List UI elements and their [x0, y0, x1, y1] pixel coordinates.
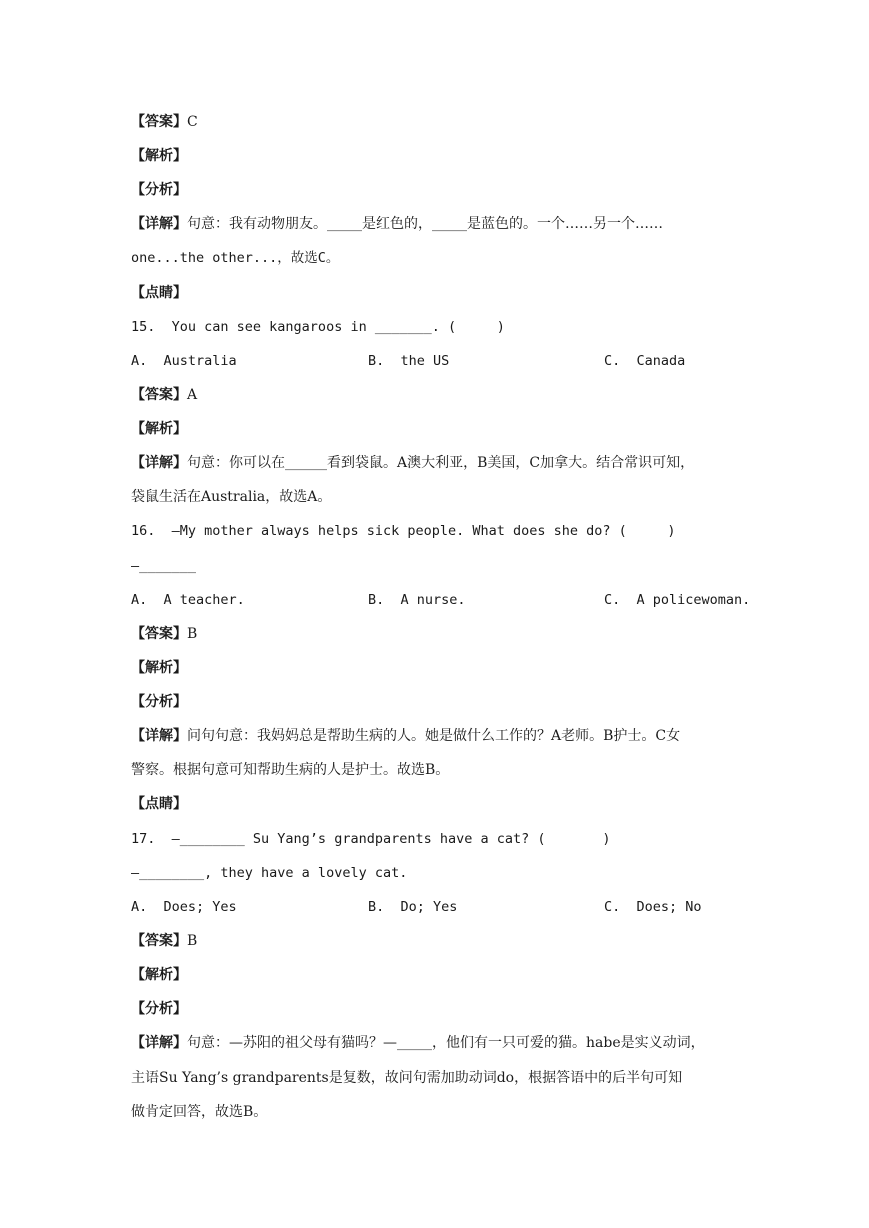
fenxi-tag: 【分析】	[131, 182, 187, 198]
detail-text-continued: 主语Su Yang’s grandparents是复数，故问句需加助动词do，根据答语中的后半句可知	[131, 1070, 683, 1086]
question-15-stem: 15. You can see kangaroos in _______. ( )	[131, 319, 505, 335]
detail-line	[131, 726, 680, 746]
answer-line	[131, 624, 197, 644]
fenxi-tag: 【分析】	[131, 1001, 187, 1017]
analysis-tag: 【解析】	[131, 421, 187, 437]
detail-line	[131, 1033, 705, 1053]
question-16-reply-blank: —_______	[131, 558, 197, 574]
analysis-tag: 【解析】	[131, 148, 187, 164]
detail-tag: 【详解】	[131, 1035, 187, 1051]
question-17-stem: 17. —________ Su Yang’s grandparents have a cat? ( )	[131, 831, 611, 847]
detail-text-continued: 警察。根据句意可知帮助生病的人是护士。故选B。	[131, 762, 450, 778]
detail-text: 句意：—苏阳的祖父母有猫吗？—_____，他们有一只可爱的猫。habe是实义动词，	[187, 1035, 705, 1051]
comment-tag: 【点睛】	[131, 285, 187, 301]
answer-tag: 【答案】	[131, 387, 187, 403]
question-16-option-c: C. A policewoman.	[604, 592, 751, 608]
question-17-option-c: C. Does; No	[604, 899, 702, 915]
detail-line	[131, 453, 694, 473]
question-16-stem: 16. —My mother always helps sick people. What does she do? ( )	[131, 523, 676, 539]
analysis-tag: 【解析】	[131, 967, 187, 983]
answer-line	[131, 931, 197, 951]
detail-text: 句意：我有动物朋友。_____是红色的，_____是蓝色的。一个……另一个……	[187, 216, 663, 232]
answer-tag: 【答案】	[131, 933, 187, 949]
answer-line	[131, 112, 198, 132]
detail-text-continued: one...the other...，故选C。	[131, 250, 340, 266]
detail-line	[131, 214, 663, 234]
answer-value: C	[187, 114, 198, 130]
comment-tag: 【点睛】	[131, 796, 187, 812]
answer-value: A	[187, 387, 198, 403]
answer-tag: 【答案】	[131, 114, 187, 130]
detail-tag: 【详解】	[131, 455, 187, 471]
question-16-option-a: A. A teacher.	[131, 592, 245, 608]
detail-text-continued: 做肯定回答，故选B。	[131, 1104, 268, 1120]
question-15-option-c: C. Canada	[604, 353, 686, 369]
question-17-option-b: B. Do; Yes	[368, 899, 458, 915]
answer-tag: 【答案】	[131, 626, 187, 642]
detail-tag: 【详解】	[131, 216, 187, 232]
fenxi-tag: 【分析】	[131, 694, 187, 710]
question-17-option-a: A. Does; Yes	[131, 899, 237, 915]
answer-value: B	[187, 933, 198, 949]
question-15-option-b: B. the US	[368, 353, 450, 369]
detail-text: 句意：你可以在______看到袋鼠。A澳大利亚，B美国，C加拿大。结合常识可知，	[187, 455, 695, 471]
question-17-reply: —________, they have a lovely cat.	[131, 865, 408, 881]
question-15-option-a: A. Australia	[131, 353, 237, 369]
answer-line	[131, 385, 197, 405]
detail-text-continued: 袋鼠生活在Australia，故选A。	[131, 489, 332, 505]
question-16-option-b: B. A nurse.	[368, 592, 466, 608]
answer-value: B	[187, 626, 198, 642]
analysis-tag: 【解析】	[131, 660, 187, 676]
detail-tag: 【详解】	[131, 728, 187, 744]
detail-text: 问句句意：我妈妈总是帮助生病的人。她是做什么工作的？A老师。B护士。C女	[187, 728, 681, 744]
